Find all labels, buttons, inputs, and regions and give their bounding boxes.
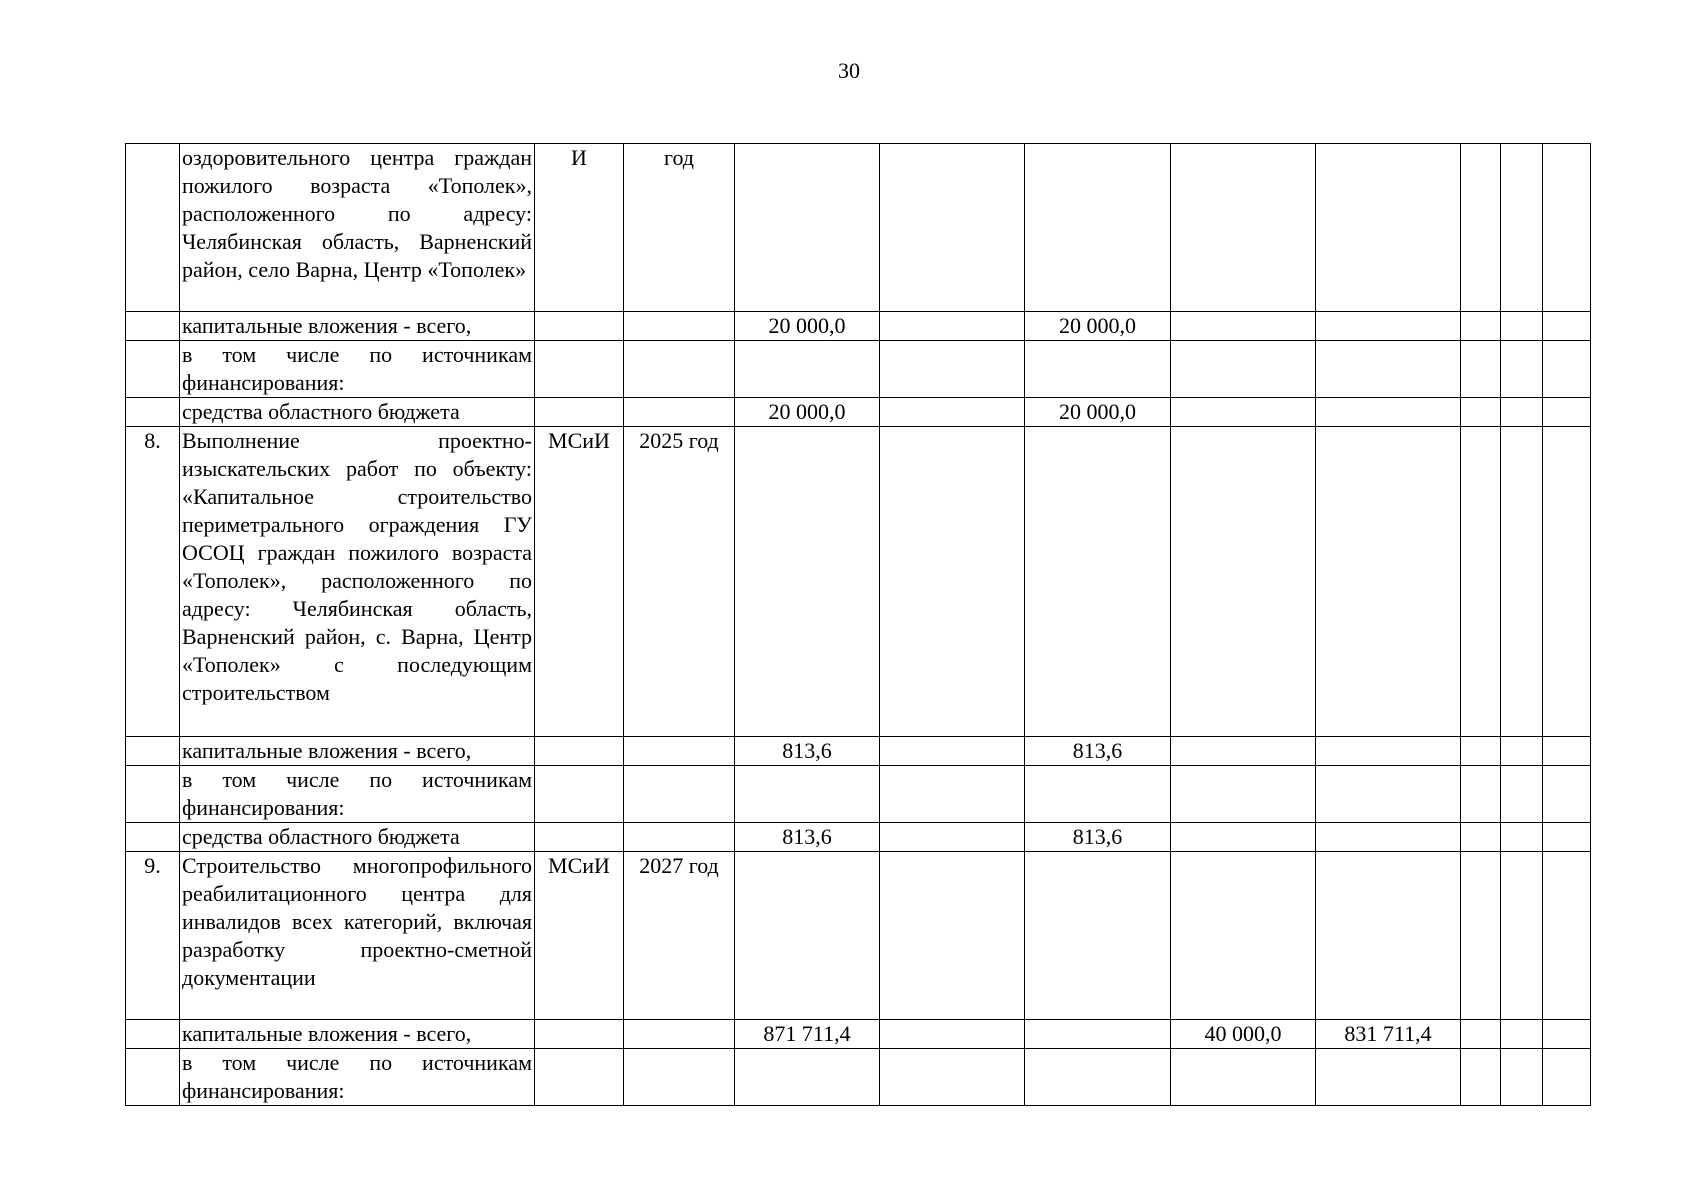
value-cell-8 [1543,341,1591,398]
value-cell-2 [880,737,1025,766]
value-cell-5 [1316,312,1461,341]
value-cell-5 [1316,737,1461,766]
value-cell-5 [1316,427,1461,737]
value-cell-7 [1501,1049,1543,1106]
value-cell-4 [1171,1049,1316,1106]
value-cell-6 [1461,852,1501,1020]
value-cell-7 [1501,823,1543,852]
value-cell-7 [1501,737,1543,766]
value-cell-5 [1316,852,1461,1020]
row-description: в том числе по источникам финансирования: [180,766,535,823]
row-term [624,398,735,427]
row-term [624,737,735,766]
row-description: Строительство многопрофильного реабилитационного центра для инвалидов всех категорий, включая разработку проектно-сметной документации [180,852,535,1020]
row-term [624,766,735,823]
row-description: капитальные вложения - всего, [180,312,535,341]
value-cell-1: 871 711,4 [735,1020,880,1049]
value-cell-8 [1543,312,1591,341]
value-cell-2 [880,823,1025,852]
value-cell-6 [1461,144,1501,312]
value-cell-2 [880,1049,1025,1106]
table-row [126,852,1591,1020]
value-cell-4 [1171,737,1316,766]
row-responsible [535,341,624,398]
value-cell-3 [1025,1049,1171,1106]
row-description: оздоровительного центра граждан пожилого возраста «Тополек», расположенного по адресу: Челябинская область, Варненский район, село Варна, Центр «Тополек» [180,144,535,312]
value-cell-1: 813,6 [735,823,880,852]
table-row [126,1049,1591,1106]
row-term [624,823,735,852]
row-responsible: МСиИ [535,427,624,737]
value-cell-2 [880,398,1025,427]
row-number [126,823,180,852]
value-cell-5 [1316,398,1461,427]
value-cell-3 [1025,1020,1171,1049]
value-cell-5 [1316,144,1461,312]
row-number [126,1020,180,1049]
value-cell-6 [1461,341,1501,398]
value-cell-1: 20 000,0 [735,312,880,341]
value-cell-2 [880,144,1025,312]
row-number [126,1049,180,1106]
row-responsible [535,766,624,823]
row-term [624,1049,735,1106]
value-cell-6 [1461,823,1501,852]
row-term [624,312,735,341]
row-description: капитальные вложения - всего, [180,737,535,766]
value-cell-8 [1543,766,1591,823]
value-cell-5: 831 711,4 [1316,1020,1461,1049]
table-row [126,737,1591,766]
row-responsible: И [535,144,624,312]
value-cell-6 [1461,1020,1501,1049]
row-description: в том числе по источникам финансирования: [180,1049,535,1106]
table-row [126,823,1591,852]
value-cell-3 [1025,341,1171,398]
row-responsible [535,823,624,852]
value-cell-1 [735,427,880,737]
value-cell-4 [1171,341,1316,398]
value-cell-1 [735,144,880,312]
table-row [126,312,1591,341]
value-cell-7 [1501,144,1543,312]
value-cell-4 [1171,144,1316,312]
value-cell-3: 813,6 [1025,737,1171,766]
row-responsible [535,312,624,341]
value-cell-8 [1543,398,1591,427]
row-number: 9. [126,852,180,1020]
row-responsible [535,1020,624,1049]
value-cell-4 [1171,398,1316,427]
value-cell-3: 20 000,0 [1025,312,1171,341]
row-number [126,144,180,312]
value-cell-4 [1171,312,1316,341]
table-body [126,144,1591,1106]
value-cell-6 [1461,737,1501,766]
row-term [624,1020,735,1049]
value-cell-7 [1501,852,1543,1020]
value-cell-1: 20 000,0 [735,398,880,427]
value-cell-4 [1171,427,1316,737]
row-number [126,341,180,398]
value-cell-5 [1316,823,1461,852]
table-row [126,427,1591,737]
row-term: 2025 год [624,427,735,737]
row-number [126,398,180,427]
row-description: капитальные вложения - всего, [180,1020,535,1049]
row-description: в том числе по источникам финансирования: [180,341,535,398]
value-cell-1 [735,766,880,823]
table-row [126,398,1591,427]
value-cell-2 [880,1020,1025,1049]
value-cell-3: 20 000,0 [1025,398,1171,427]
value-cell-8 [1543,852,1591,1020]
table-row [126,341,1591,398]
row-term [624,341,735,398]
value-cell-1 [735,1049,880,1106]
value-cell-1 [735,341,880,398]
row-number [126,766,180,823]
value-cell-6 [1461,427,1501,737]
value-cell-6 [1461,1049,1501,1106]
value-cell-5 [1316,341,1461,398]
row-term: год [624,144,735,312]
value-cell-7 [1501,398,1543,427]
value-cell-1 [735,852,880,1020]
value-cell-5 [1316,766,1461,823]
value-cell-7 [1501,312,1543,341]
row-responsible [535,737,624,766]
value-cell-4 [1171,852,1316,1020]
value-cell-8 [1543,1049,1591,1106]
value-cell-8 [1543,144,1591,312]
value-cell-5 [1316,1049,1461,1106]
value-cell-7 [1501,766,1543,823]
budget-table [125,143,1591,1106]
table-row [126,1020,1591,1049]
value-cell-4 [1171,766,1316,823]
value-cell-7 [1501,1020,1543,1049]
page-number: 30 [838,58,860,83]
table-row [126,144,1591,312]
value-cell-8 [1543,427,1591,737]
value-cell-6 [1461,766,1501,823]
value-cell-7 [1501,427,1543,737]
value-cell-6 [1461,398,1501,427]
row-responsible: МСиИ [535,852,624,1020]
value-cell-8 [1543,823,1591,852]
value-cell-6 [1461,312,1501,341]
value-cell-3: 813,6 [1025,823,1171,852]
value-cell-4: 40 000,0 [1171,1020,1316,1049]
row-responsible [535,1049,624,1106]
value-cell-8 [1543,1020,1591,1049]
value-cell-4 [1171,823,1316,852]
value-cell-1: 813,6 [735,737,880,766]
value-cell-3 [1025,766,1171,823]
row-description: средства областного бюджета [180,398,535,427]
value-cell-3 [1025,427,1171,737]
row-number [126,312,180,341]
row-term: 2027 год [624,852,735,1020]
table-row [126,766,1591,823]
value-cell-7 [1501,341,1543,398]
value-cell-2 [880,312,1025,341]
row-number: 8. [126,427,180,737]
value-cell-2 [880,766,1025,823]
row-description: средства областного бюджета [180,823,535,852]
value-cell-2 [880,852,1025,1020]
row-responsible [535,398,624,427]
value-cell-3 [1025,144,1171,312]
value-cell-2 [880,427,1025,737]
row-number [126,737,180,766]
value-cell-3 [1025,852,1171,1020]
value-cell-2 [880,341,1025,398]
row-description: Выполнение проектно-изыскательских работ по объекту: «Капитальное строительство периметрального ограждения ГУ ОСОЦ граждан пожилого возраста «Тополек», расположенного по адресу: Челябинская область, Варненский район, с. Варна, Центр «Тополек» с последующим строительством [180,427,535,737]
value-cell-8 [1543,737,1591,766]
